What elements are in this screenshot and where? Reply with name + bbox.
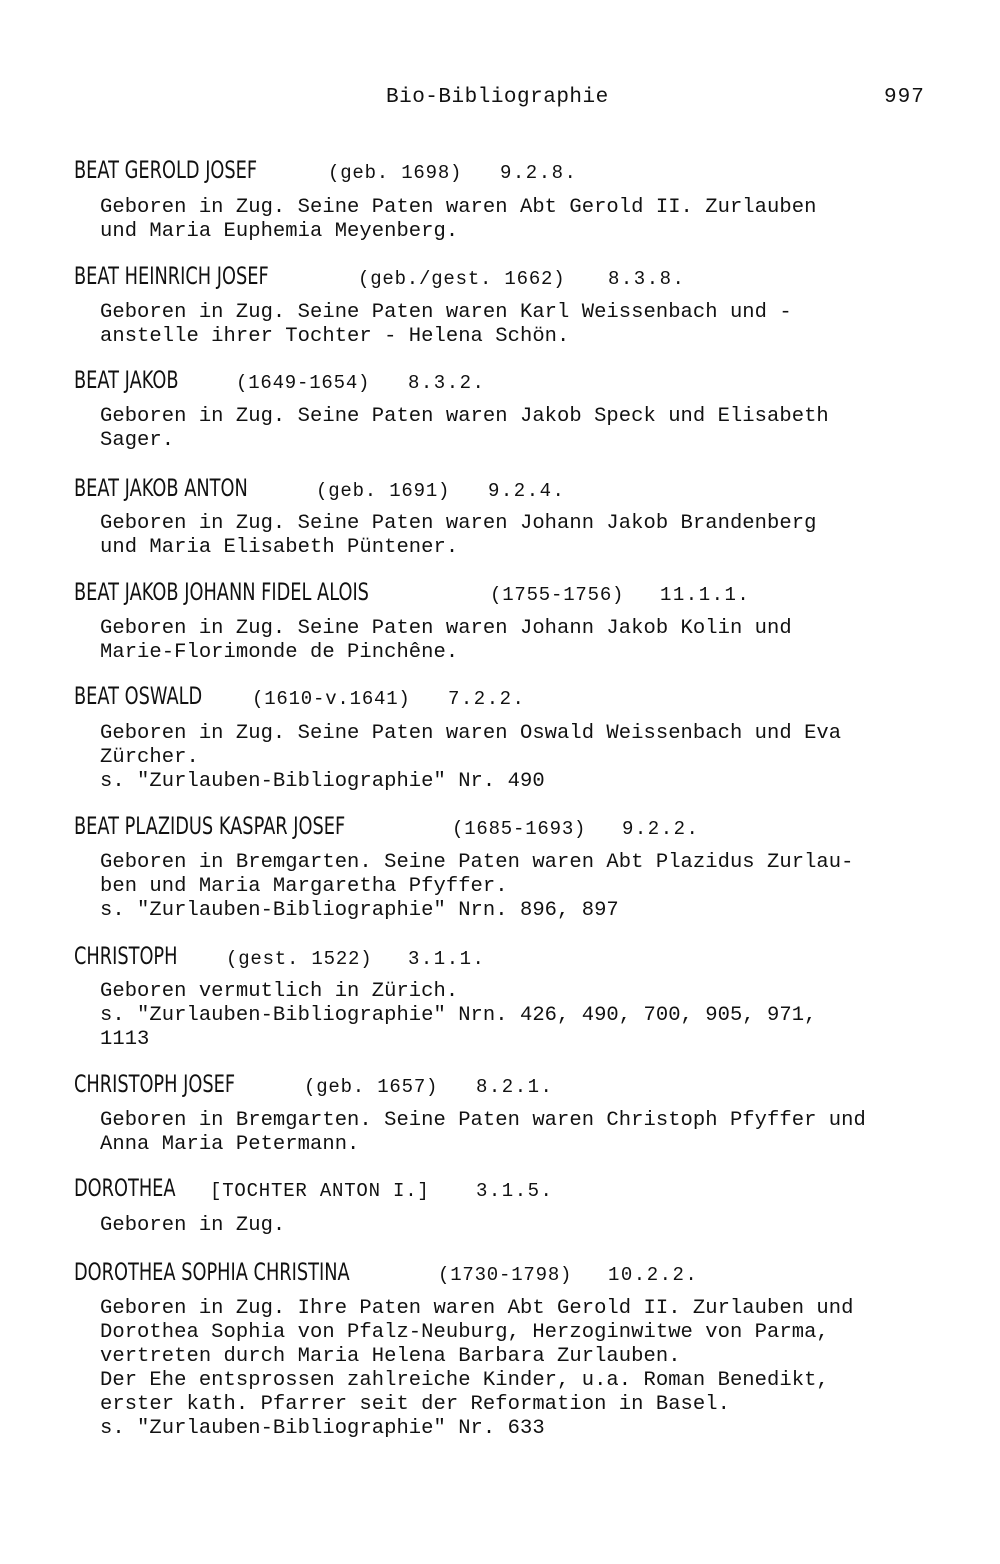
entry-line: Geboren in Zug. Seine Paten waren Johann Jakob Kolin und <box>100 617 792 640</box>
entry-dates: (geb. 1657) <box>304 1076 439 1098</box>
entry-dates: (1649-1654) <box>236 372 371 394</box>
entry-name: BEAT PLAZIDUS KASPAR JOSEF <box>74 812 346 840</box>
running-title: Bio-Bibliographie <box>386 86 609 109</box>
entry-line: s. "Zurlauben-Bibliographie" Nrn. 896, 897 <box>100 899 619 922</box>
entry-heading <box>74 474 566 508</box>
entry-line: Dorothea Sophia von Pfalz-Neuburg, Herzoginwitwe von Parma, <box>100 1321 829 1344</box>
entry-line: Geboren in Bremgarten. Seine Paten waren Christoph Pfyffer und <box>100 1109 866 1132</box>
entry-code: 8.3.8. <box>608 268 686 290</box>
entry-dates: (1610-v.1641) <box>252 688 411 710</box>
entry-dates: (1685-1693) <box>452 818 587 840</box>
entry-text <box>100 722 940 794</box>
entry-code: 8.2.1. <box>476 1076 554 1098</box>
entry-heading <box>74 812 700 846</box>
entry-line: Geboren in Zug. <box>100 1214 286 1237</box>
entry-code: 10.2.2. <box>608 1264 699 1286</box>
entry-text <box>100 617 940 665</box>
entry-text <box>100 851 940 923</box>
entry-code: 9.2.8. <box>500 162 578 184</box>
entry-name: BEAT JAKOB ANTON <box>74 474 248 502</box>
entry-dates: (geb. 1691) <box>316 480 451 502</box>
entry-text <box>100 405 940 453</box>
entry-name: BEAT GEROLD JOSEF <box>74 156 258 184</box>
entry-line: Zürcher. <box>100 746 199 769</box>
entry-line: s. "Zurlauben-Bibliographie" Nrn. 426, 490, 700, 905, 971, <box>100 1004 817 1027</box>
entry-dates: (gest. 1522) <box>226 948 373 970</box>
entry-text <box>100 1297 940 1441</box>
entry-line: Sager. <box>100 429 175 452</box>
entry-line: ben und Maria Margaretha Pfyffer. <box>100 875 508 898</box>
entry-line: Anna Maria Petermann. <box>100 1133 360 1156</box>
entry-heading <box>74 366 486 400</box>
entry-heading <box>74 262 686 296</box>
entry-name: DOROTHEA <box>74 1174 176 1202</box>
entry-line: Marie-Florimonde de Pinchêne. <box>100 641 459 664</box>
entry-heading <box>74 682 526 716</box>
entry-text <box>100 1214 940 1238</box>
entry-text <box>100 980 940 1052</box>
entry-dates: (geb./gest. 1662) <box>358 268 566 290</box>
entry-code: 3.1.5. <box>476 1180 554 1202</box>
entry-line: Der Ehe entsprossen zahlreiche Kinder, u.a. Roman Benedikt, <box>100 1369 829 1392</box>
entry-name: CHRISTOPH <box>74 942 178 970</box>
entry-line: vertreten durch Maria Helena Barbara Zurlauben. <box>100 1345 681 1368</box>
entry-code: 9.2.2. <box>622 818 700 840</box>
entry-line: Geboren in Zug. Seine Paten waren Johann Jakob Brandenberg <box>100 512 817 535</box>
entry-line: Geboren in Bremgarten. Seine Paten waren Abt Plazidus Zurlau- <box>100 851 854 874</box>
entry-heading <box>74 156 578 190</box>
entry-name: BEAT JAKOB <box>74 366 179 394</box>
entry-name: BEAT HEINRICH JOSEF <box>74 262 269 290</box>
entry-line: Geboren in Zug. Ihre Paten waren Abt Gerold II. Zurlauben und <box>100 1297 854 1320</box>
entry-line: Geboren vermutlich in Zürich. <box>100 980 459 1003</box>
entry-line: und Maria Euphemia Meyenberg. <box>100 220 459 243</box>
entry-line: 1113 <box>100 1028 150 1051</box>
entry-line: s. "Zurlauben-Bibliographie" Nr. 633 <box>100 1417 545 1440</box>
entry-name: CHRISTOPH JOSEF <box>74 1070 236 1098</box>
entry-line: Geboren in Zug. Seine Paten waren Abt Gerold II. Zurlauben <box>100 196 817 219</box>
entry-dates: (geb. 1698) <box>328 162 463 184</box>
entry-line: Geboren in Zug. Seine Paten waren Karl Weissenbach und - <box>100 301 792 324</box>
page-number: 997 <box>884 86 925 109</box>
entry-line: s. "Zurlauben-Bibliographie" Nr. 490 <box>100 770 545 793</box>
entry-line: und Maria Elisabeth Püntener. <box>100 536 459 559</box>
entry-text <box>100 196 940 244</box>
entry-line: Geboren in Zug. Seine Paten waren Oswald Weissenbach und Eva <box>100 722 842 745</box>
running-header <box>0 86 1000 112</box>
entry-code: 7.2.2. <box>448 688 526 710</box>
entry-dates: (1730-1798) <box>438 1264 573 1286</box>
entry-line: erster kath. Pfarrer seit der Reformation in Basel. <box>100 1393 730 1416</box>
entry-code: 9.2.4. <box>488 480 566 502</box>
entry-text <box>100 1109 940 1157</box>
entry-heading <box>74 942 486 976</box>
entry-code: 3.1.1. <box>408 948 486 970</box>
entry-text <box>100 512 940 560</box>
entry-dates: [TOCHTER ANTON I.] <box>210 1180 430 1202</box>
entry-dates: (1755-1756) <box>490 584 625 606</box>
entry-line: anstelle ihrer Tochter - Helena Schön. <box>100 325 570 348</box>
entry-code: 11.1.1. <box>660 584 751 606</box>
entry-name: BEAT OSWALD <box>74 682 203 710</box>
entry-name: BEAT JAKOB JOHANN FIDEL ALOIS <box>74 578 369 606</box>
entry-code: 8.3.2. <box>408 372 486 394</box>
entry-heading <box>74 1258 699 1292</box>
entry-line: Geboren in Zug. Seine Paten waren Jakob Speck und Elisabeth <box>100 405 829 428</box>
entry-heading <box>74 1070 554 1104</box>
entry-text <box>100 301 940 349</box>
entry-name: DOROTHEA SOPHIA CHRISTINA <box>74 1258 350 1286</box>
entry-heading <box>74 1174 554 1208</box>
entry-heading <box>74 578 751 612</box>
